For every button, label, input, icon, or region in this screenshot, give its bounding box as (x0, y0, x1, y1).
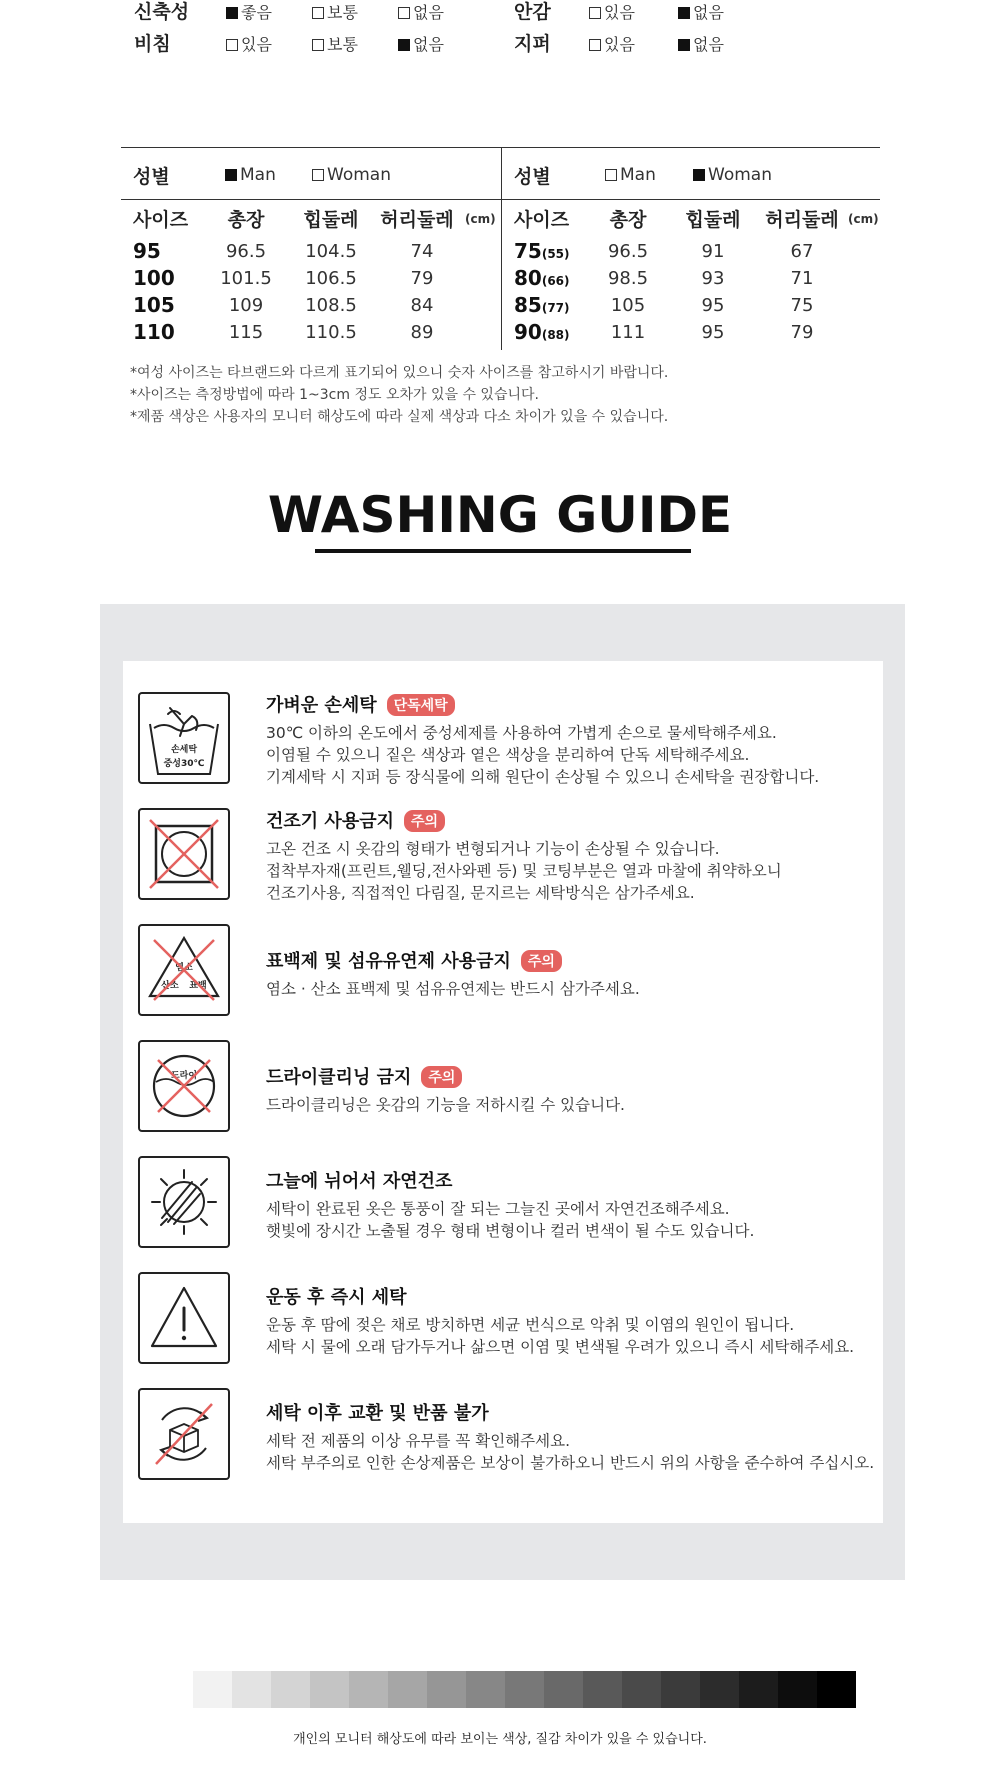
property-label-zipper: 지퍼 (514, 33, 551, 55)
checkbox-checked (678, 7, 690, 19)
icon-label: 염소 (175, 963, 193, 973)
hip-value: 91 (701, 241, 725, 262)
washing-guide-title: WASHING GUIDE (267, 486, 733, 544)
waist-value: 89 (410, 322, 434, 343)
guide-item-text: 드라이클리닝은 옷감의 기능을 저하시킬 수 있습니다. (266, 1096, 625, 1114)
checkbox-empty (312, 7, 324, 19)
size-value: 75(55) (514, 239, 570, 263)
length-value: 98.5 (607, 268, 649, 289)
waist-value: 71 (790, 268, 814, 289)
checkbox-empty (589, 39, 601, 51)
icon-label: 산소 (161, 981, 179, 991)
washing-guide-card (123, 661, 883, 1523)
gray-swatch (622, 1671, 661, 1708)
col-header-length: 총장 (609, 209, 647, 231)
option-sheer-yes: 있음 (226, 32, 272, 55)
gray-swatch (661, 1671, 700, 1708)
hip-value: 93 (701, 268, 725, 289)
icon-label: 손세탁 (170, 745, 198, 755)
col-header-waist: 허리둘레 (765, 209, 839, 231)
gray-swatch (778, 1671, 817, 1708)
length-value: 105 (610, 295, 646, 316)
checkbox-empty (605, 169, 617, 181)
checkbox-empty (226, 39, 238, 51)
col-header-hip: 힙둘레 (685, 209, 741, 231)
gender-label-men: 성별 (133, 166, 170, 188)
hand-wash-icon (138, 692, 230, 784)
guide-item-text: 햇빛에 장시간 노출될 경우 형태 변형이나 컬러 변색이 될 수도 있습니다. (266, 1222, 755, 1240)
option-sheer-none: 없음 (398, 32, 444, 55)
badge: 단독세탁 (387, 694, 455, 716)
gray-swatch (427, 1671, 466, 1708)
size-value: 95 (133, 239, 161, 263)
checkbox-checked (693, 169, 705, 181)
no-dry-clean-icon (138, 1040, 230, 1132)
guide-item-text: 건조기사용, 직접적인 다림질, 문지르는 세탁방식은 삼가주세요. (266, 884, 695, 902)
property-label-stretch: 신축성 (134, 1, 190, 23)
guide-item-text: 고온 건조 시 옷감의 형태가 변형되거나 기능이 손상될 수 있습니다. (266, 840, 720, 858)
footer-note: 개인의 모니터 해상도에 따라 보이는 색상, 질감 차이가 있을 수 있습니다. (293, 1732, 707, 1747)
no-exchange-icon (138, 1388, 230, 1480)
length-value: 101.5 (220, 268, 272, 289)
length-value: 111 (610, 322, 646, 343)
waist-value: 84 (410, 295, 434, 316)
shade-dry-icon (138, 1156, 230, 1248)
option-zipper-no: 없음 (678, 32, 724, 55)
unit-label: (cm) (848, 212, 879, 226)
hip-value: 95 (701, 295, 725, 316)
col-header-size: 사이즈 (133, 209, 189, 231)
badge: 주의 (421, 1066, 462, 1088)
size-value: 90(88) (514, 320, 570, 344)
checkbox-empty (589, 7, 601, 19)
guide-item-text: 세탁 전 제품의 이상 유무를 꼭 확인해주세요. (266, 1432, 571, 1450)
guide-item-text: 이염될 수 있으니 짙은 색상과 옅은 색상을 분리하여 단독 세탁해주세요. (266, 746, 750, 764)
gray-swatch (583, 1671, 622, 1708)
col-header-length: 총장 (227, 209, 265, 231)
waist-value: 74 (410, 241, 434, 262)
option-zipper-yes: 있음 (589, 32, 635, 55)
guide-item-text: 접착부자재(프린트,웰딩,전사와펜 등) 및 코팅부분은 열과 마찰에 취약하오니 (266, 862, 782, 880)
option-lining-no: 없음 (678, 0, 724, 23)
col-header-size: 사이즈 (514, 209, 570, 231)
checkbox-empty (312, 39, 324, 51)
gender-label-women: 성별 (514, 166, 551, 188)
guide-item-text: 운동 후 땀에 젖은 채로 방치하면 세균 번식으로 악취 및 이염의 원인이 됩니다. (266, 1316, 795, 1334)
gender-option-man: Man (225, 165, 276, 185)
gender-option-man: Man (605, 165, 656, 185)
badge: 주의 (521, 950, 562, 972)
guide-item-title: 운동 후 즉시 세탁 (266, 1287, 407, 1308)
gray-swatch (349, 1671, 388, 1708)
size-value: 105 (133, 293, 175, 317)
gray-swatch (739, 1671, 778, 1708)
size-note: *사이즈는 측정방법에 따라 1~3cm 정도 오차가 있을 수 있습니다. (130, 387, 539, 403)
badge: 주의 (404, 810, 445, 832)
size-note: *제품 색상은 사용자의 모니터 해상도에 따라 실제 색상과 다소 차이가 있을 수 있습니다. (130, 409, 669, 425)
warning-icon (138, 1272, 230, 1364)
length-value: 96.5 (607, 241, 649, 262)
size-note: *여성 사이즈는 타브랜드와 다르게 표기되어 있으니 숫자 사이즈를 참고하시기 바랍니다. (130, 365, 669, 381)
col-header-hip: 힙둘레 (303, 209, 359, 231)
size-value: 85(77) (514, 293, 570, 317)
checkbox-empty (312, 169, 324, 181)
gray-swatch (544, 1671, 583, 1708)
property-label-lining: 안감 (514, 1, 551, 23)
guide-item-title: 그늘에 뉘어서 자연건조 (266, 1171, 453, 1192)
gray-swatch (505, 1671, 544, 1708)
hip-value: 108.5 (305, 295, 357, 316)
option-lining-yes: 있음 (589, 0, 635, 23)
guide-item-title: 표백제 및 섬유유연제 사용금지 주의 (266, 947, 562, 973)
guide-item-title: 건조기 사용금지 주의 (266, 807, 445, 833)
title-underline (315, 549, 691, 553)
no-bleach-icon (138, 924, 230, 1016)
hip-value: 104.5 (305, 241, 357, 262)
guide-item-text: 세탁 시 물에 오래 담가두거나 삶으면 이염 및 변색될 우려가 있으니 즉시 세탁해주세요. (266, 1338, 855, 1356)
size-value: 100 (133, 266, 175, 290)
hip-value: 110.5 (305, 322, 357, 343)
property-label-sheerness: 비침 (134, 33, 171, 55)
gray-swatch (466, 1671, 505, 1708)
waist-value: 79 (410, 268, 434, 289)
guide-item-title: 세탁 이후 교환 및 반품 불가 (266, 1403, 489, 1424)
guide-item-text: 30℃ 이하의 온도에서 중성세제를 사용하여 가볍게 손으로 물세탁해주세요. (266, 724, 777, 742)
gray-swatch (193, 1671, 232, 1708)
size-value: 80(66) (514, 266, 570, 290)
length-value: 109 (228, 295, 264, 316)
guide-item-title: 드라이클리닝 금지 주의 (266, 1063, 462, 1089)
gray-swatch (388, 1671, 427, 1708)
option-stretch-good: 좋음 (226, 0, 272, 23)
waist-value: 67 (790, 241, 814, 262)
table-center-divider (501, 147, 502, 350)
gray-scale-bar (193, 1671, 856, 1708)
size-value: 110 (133, 320, 175, 344)
guide-item-text: 세탁이 완료된 옷은 통풍이 잘 되는 그늘진 곳에서 자연건조해주세요. (266, 1200, 730, 1218)
gray-swatch (271, 1671, 310, 1708)
unit-label: (cm) (465, 212, 496, 226)
guide-item-text: 기계세탁 시 지퍼 등 장식물에 의해 원단이 손상될 수 있으니 손세탁을 권장합니다. (266, 768, 820, 786)
guide-item-text: 세탁 부주의로 인한 손상제품은 보상이 불가하오니 반드시 위의 사항을 준수하여 주십시오. (266, 1454, 875, 1472)
icon-label: 드라이 (170, 1071, 198, 1081)
icon-label: 표백 (189, 981, 207, 991)
guide-item-text: 염소 · 산소 표백제 및 섬유유연제는 반드시 삼가주세요. (266, 980, 640, 998)
checkbox-checked (226, 7, 238, 19)
length-value: 96.5 (225, 241, 267, 262)
waist-value: 75 (790, 295, 814, 316)
hip-value: 95 (701, 322, 725, 343)
guide-item-title: 가벼운 손세탁 단독세탁 (266, 691, 455, 717)
option-stretch-normal: 보통 (312, 0, 358, 23)
waist-value: 79 (790, 322, 814, 343)
gender-option-woman: Woman (312, 165, 391, 185)
hip-value: 106.5 (305, 268, 357, 289)
checkbox-checked (225, 169, 237, 181)
col-header-waist: 허리둘레 (380, 209, 454, 231)
checkbox-empty (398, 7, 410, 19)
gray-swatch (700, 1671, 739, 1708)
option-stretch-none: 없음 (398, 0, 444, 23)
option-sheer-normal: 보통 (312, 32, 358, 55)
icon-label: 중성30℃ (163, 759, 205, 769)
no-tumble-dry-icon (138, 808, 230, 900)
gray-swatch (232, 1671, 271, 1708)
gender-option-woman: Woman (693, 165, 772, 185)
gray-swatch (817, 1671, 856, 1708)
gray-swatch (310, 1671, 349, 1708)
checkbox-checked (398, 39, 410, 51)
checkbox-checked (678, 39, 690, 51)
length-value: 115 (228, 322, 264, 343)
